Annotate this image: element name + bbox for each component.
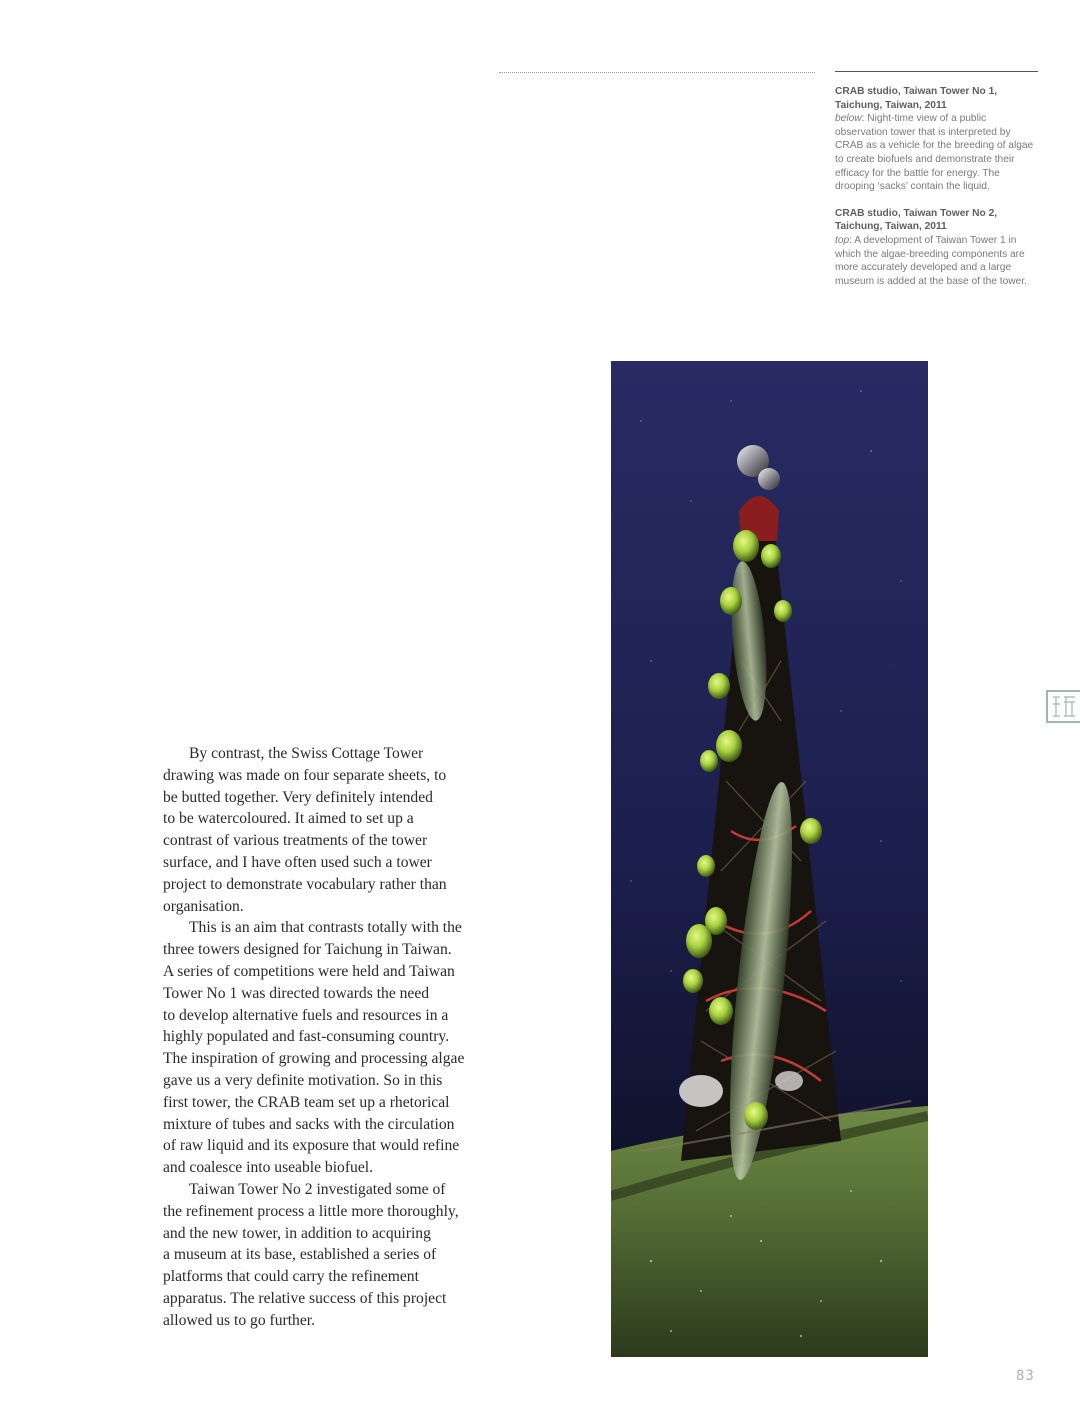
text-line: platforms that could carry the refinement xyxy=(163,1268,419,1286)
paragraph xyxy=(163,743,481,917)
text-line: contrast of various treatments of the tower xyxy=(163,832,428,850)
text-line: gave us a very definite motivation. So in this xyxy=(163,1071,443,1089)
text-line: apparatus. The relative success of this project xyxy=(163,1289,447,1307)
text-line: highly populated and fast-consuming country. xyxy=(163,1028,450,1046)
text-line: and coalesce into useable biofuel. xyxy=(163,1159,373,1177)
caption-block xyxy=(835,85,1040,301)
paragraph xyxy=(163,1179,481,1332)
text-line: mixture of tubes and sacks with the circulation xyxy=(163,1115,455,1133)
text-line: A series of competitions were held and Taiwan xyxy=(163,962,455,980)
text-line: the refinement process a little more thoroughly, xyxy=(163,1202,459,1220)
page-number: 83 xyxy=(1016,1368,1035,1384)
caption-text: : Night-time view of a public observation tower that is interpreted by CRAB as a vehicle for the breeding of algae to create biofuels and demonstrate their efficacy for the battle for energy. The drooping ‘sacks’ contain the liquid. xyxy=(835,113,1034,193)
caption-tower-2 xyxy=(835,207,1040,289)
paragraph xyxy=(163,917,481,1179)
header-dotted-rule xyxy=(499,72,815,73)
caption-position: below xyxy=(835,113,862,125)
text-line: project to demonstrate vocabulary rather than xyxy=(163,875,447,893)
text-line: surface, and I have often used such a tower xyxy=(163,853,432,871)
text-line: drawing was made on four separate sheets, to xyxy=(163,766,447,784)
text-line: and the new tower, in addition to acquiring xyxy=(163,1224,431,1242)
caption-rule xyxy=(835,71,1038,72)
caption-tower-1 xyxy=(835,85,1040,194)
text-line: three towers designed for Taichung in Taiwan. xyxy=(163,941,452,959)
text-line: to be watercoloured. It aimed to set up a xyxy=(163,810,414,828)
text-line: organisation. xyxy=(163,897,244,915)
text-line: a museum at its base, established a series of xyxy=(163,1246,437,1264)
caption-position: top xyxy=(835,234,850,246)
seal-stamp-icon xyxy=(1046,690,1080,723)
caption-title: CRAB studio, Taiwan Tower No 1, Taichung, Taiwan, 2011 xyxy=(835,86,998,111)
text-line: to develop alternative fuels and resources in a xyxy=(163,1006,449,1024)
body-text xyxy=(163,743,481,1332)
text-line: allowed us to go further. xyxy=(163,1311,316,1329)
caption-title: CRAB studio, Taiwan Tower No 2, Taichung, Taiwan, 2011 xyxy=(835,207,998,233)
tower-night-illustration xyxy=(611,361,928,1357)
caption-text: : A development of Taiwan Tower 1 in which the algae-breeding components are more accurately developed and a large museum is added at the base of the tower. xyxy=(835,234,1027,287)
text-line: of raw liquid and its exposure that would refine xyxy=(163,1137,460,1155)
text-line: Tower No 1 was directed towards the need xyxy=(163,984,430,1002)
text-line: By contrast, the Swiss Cottage Tower xyxy=(189,745,424,762)
text-line: Taiwan Tower No 2 investigated some of xyxy=(189,1180,446,1198)
text-line: be butted together. Very definitely intended xyxy=(163,788,433,806)
text-line: This is an aim that contrasts totally with the xyxy=(189,919,462,937)
text-line: first tower, the CRAB team set up a rhetorical xyxy=(163,1093,450,1111)
text-line: The inspiration of growing and processing algae xyxy=(163,1050,465,1068)
